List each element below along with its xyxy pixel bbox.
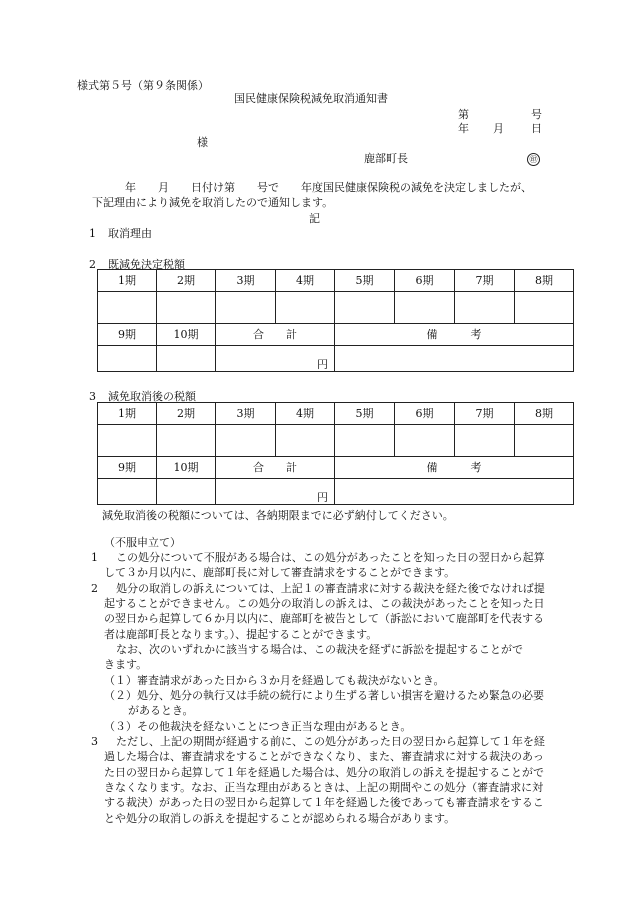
appeal-item3-line: とや処分の取消しの訴えを提起することが認められる場合があります。 (104, 812, 456, 825)
appeal-sub3: （３）その他裁決を経ないことにつき正当な理由があるとき。 (104, 720, 412, 733)
appeal-sub2-line: があるとき。 (128, 704, 194, 717)
period-header: 8期 (515, 270, 574, 292)
appeal-sub1: （１）審査請求があった日から３か月を経過しても裁決がないとき。 (104, 674, 445, 687)
amount-cell (335, 425, 395, 457)
total-amount-cell: 円 (216, 346, 335, 372)
period-header: 2期 (157, 403, 216, 425)
amount-cell (98, 346, 157, 372)
appeal-item2-line: 起することができません。この処分の取消しの訴えは、この裁決があったことを知った日 (104, 597, 545, 610)
appeal-item3-number: 3 (91, 735, 98, 748)
issuer-name: 鹿部町長 (364, 152, 408, 165)
remarks-cell (335, 346, 574, 372)
form-number: 様式第５号（第９条関係） (77, 79, 209, 92)
appeal-item2-number: 2 (91, 582, 98, 595)
appeal-item2-line: 者は鹿部町長となります。）、提起することができます。 (104, 628, 378, 641)
date-month: 月 (493, 122, 504, 135)
amount-cell (455, 425, 515, 457)
period-header: 1期 (98, 270, 157, 292)
period-header: 7期 (455, 270, 515, 292)
appeal-item2-note-line: なお、次のいずれかに該当する場合は、この裁決を経ずに訴訟を提起することがで (116, 643, 523, 656)
appeal-item2-line: 処分の取消しの訴えについては、上記１の審査請求に対する裁決を経た後でなければ提 (116, 582, 545, 595)
document-title: 国民健康保険税減免取消通知書 (234, 92, 388, 105)
total-header: 合 計 (216, 324, 335, 346)
amount-cell (157, 346, 216, 372)
seal-mark: ㊞ (527, 153, 540, 166)
addressee-suffix: 様 (197, 136, 208, 149)
appeal-item3-line: きなくなります。なお、正当な理由があるときは、上記の期間やこの処分（審査請求に対 (104, 781, 544, 794)
period-header: 9期 (98, 457, 157, 479)
section2-title: 既減免決定税額 (108, 258, 185, 271)
period-header: 5期 (335, 270, 395, 292)
period-header: 8期 (515, 403, 574, 425)
appeal-item2-note-line: きます。 (104, 658, 148, 671)
amount-cell (98, 479, 157, 505)
amount-cell (157, 292, 216, 324)
issuer-seal (527, 152, 540, 166)
period-header: 4期 (276, 270, 335, 292)
intro-line-2: 下記理由により減免を取消したので通知します。 (92, 196, 334, 209)
amount-cell (515, 425, 574, 457)
appeal-item1-line: して３か月以内に、鹿部町長に対して審査請求をすることができます。 (104, 566, 456, 579)
period-header: 5期 (335, 403, 395, 425)
remarks-header: 備 考 (335, 324, 574, 346)
appeal-item1-number: 1 (91, 551, 98, 564)
amount-cell (216, 292, 276, 324)
period-header: 6期 (395, 403, 455, 425)
amount-cell (455, 292, 515, 324)
section3-title: 減免取消後の税額 (108, 390, 196, 403)
section1-number: 1 (89, 227, 96, 240)
period-header: 4期 (276, 403, 335, 425)
total-amount-cell: 円 (216, 479, 335, 505)
amount-cell (395, 292, 455, 324)
date-day: 日 (531, 122, 542, 135)
period-header: 3期 (216, 270, 276, 292)
payment-note: 減免取消後の税額については、各納期限までに必ず納付してください。 (102, 509, 454, 522)
appeal-sub2-line: （２）処分、処分の執行又は手続の続行により生ずる著しい損害を避けるため緊急の必要 (104, 689, 544, 702)
appeal-item3-line: する裁決）があった日の翌日から起算して１年を経過した後であっても審査請求をするこ (104, 796, 544, 809)
remarks-cell (335, 479, 574, 505)
amount-cell (335, 292, 395, 324)
post-cancellation-tax-table (97, 402, 574, 505)
amount-cell (276, 425, 335, 457)
intro-line-1: 年 月 日付け第 号で 年度国民健康保険税の減免を決定しましたが、 (125, 181, 532, 194)
pre-reduction-tax-table (97, 269, 574, 372)
period-header: 6期 (395, 270, 455, 292)
date-year: 年 (458, 122, 469, 135)
total-header: 合 計 (216, 457, 335, 479)
period-header: 7期 (455, 403, 515, 425)
period-header: 9期 (98, 324, 157, 346)
appeal-item1-line: この処分について不服がある場合は、この処分があったことを知った日の翌日から起算 (116, 551, 545, 564)
appeal-item2-line: の翌日から起算して６か月以内に、鹿部町を被告として（訴訟において鹿部町を代表する (104, 612, 544, 625)
period-header: 10期 (157, 324, 216, 346)
section2-number: 2 (89, 258, 96, 271)
period-header: 2期 (157, 270, 216, 292)
amount-cell (276, 292, 335, 324)
period-header: 3期 (216, 403, 276, 425)
ki-heading: 記 (309, 212, 320, 225)
appeal-heading: （不服申立て） (104, 536, 181, 549)
amount-cell (515, 292, 574, 324)
amount-cell (157, 425, 216, 457)
period-header: 1期 (98, 403, 157, 425)
period-header: 10期 (157, 457, 216, 479)
doc-number-suffix: 号 (531, 108, 542, 121)
section3-number: 3 (89, 390, 96, 403)
appeal-item3-line: た日の翌日から起算して１年を経過した場合は、処分の取消しの訴えを提起することがで (104, 766, 544, 779)
amount-cell (98, 425, 157, 457)
appeal-item3-line: ただし、上記の期間が経過する前に、この処分があった日の翌日から起算して１年を経 (116, 735, 545, 748)
section1-title: 取消理由 (108, 227, 152, 240)
amount-cell (98, 292, 157, 324)
remarks-header: 備 考 (335, 457, 574, 479)
amount-cell (157, 479, 216, 505)
amount-cell (216, 425, 276, 457)
appeal-item3-line: 過した場合は、審査請求をすることができなくなり、また、審査請求に対する裁決のあっ (104, 750, 544, 763)
doc-number-prefix: 第 (458, 108, 469, 121)
amount-cell (395, 425, 455, 457)
